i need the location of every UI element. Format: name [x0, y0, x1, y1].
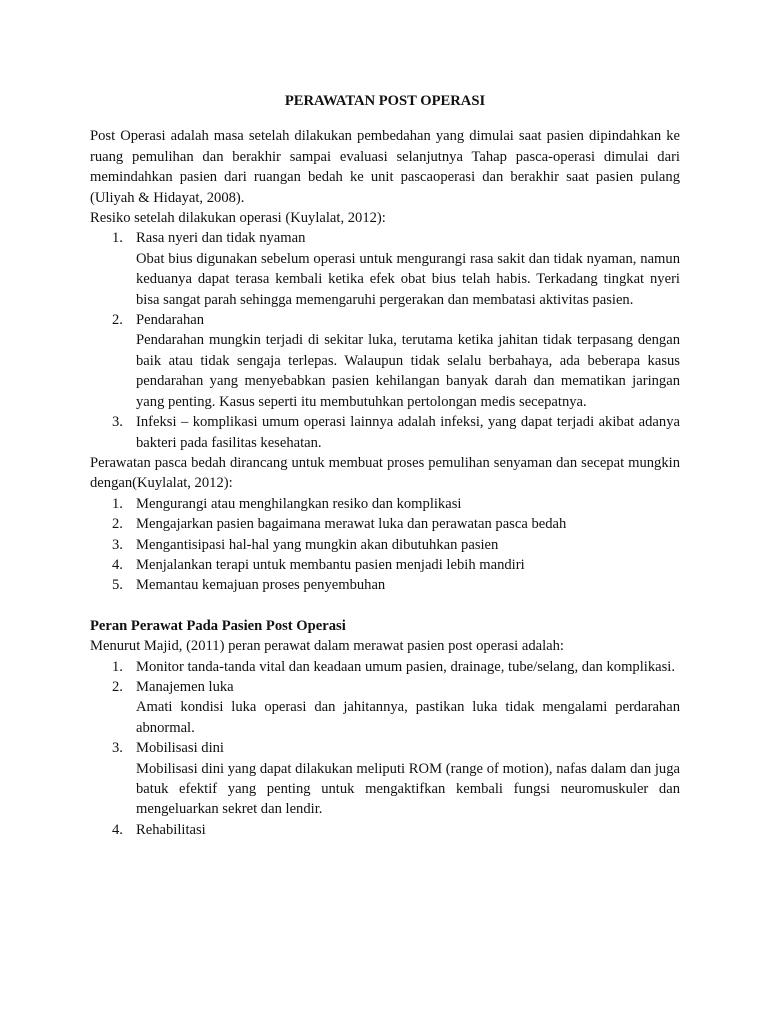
care-item: [90, 575, 680, 595]
care-text: Mengurangi atau menghilangkan resiko dan komplikasi: [136, 495, 462, 512]
care-item: [90, 514, 680, 534]
role-title: Manajemen luka: [136, 678, 234, 695]
care-text: Menjalankan terapi untuk membantu pasien menjadi lebih mandiri: [136, 556, 525, 573]
risk-title: Pendarahan: [136, 312, 205, 329]
risk-item: [90, 310, 680, 412]
role-number: 2.: [112, 678, 123, 695]
role-title: Mobilisasi dini: [136, 740, 224, 757]
risk-number: 3.: [112, 414, 123, 431]
care-list: [90, 494, 680, 596]
role-number: 1.: [112, 658, 123, 675]
risk-description: Obat bius digunakan sebelum operasi untuk mengurangi rasa sakit dan tidak nyaman, namun keduanya dapat terasa kembali ketika efek obat bius telah habis. Terkadang tingkat nyeri bisa sangat parah sehingga memengaruhi pergerakan dan membatasi aktivitas pasien.: [136, 250, 680, 308]
role-item: [90, 657, 680, 677]
care-intro: Perawatan pasca bedah dirancang untuk membuat proses pemulihan senyaman dan secepat mungkin dengan(Kuylalat, 2012):: [90, 454, 680, 492]
role-item: [90, 820, 680, 840]
document-page: [90, 91, 680, 840]
role-number: 3.: [112, 740, 123, 757]
role-title: Rehabilitasi: [136, 821, 206, 838]
role-intro: Menurut Majid, (2011) peran perawat dalam merawat pasien post operasi adalah:: [90, 638, 564, 655]
care-item: [90, 555, 680, 575]
role-item: [90, 738, 680, 820]
risks-list: [90, 228, 680, 452]
role-description: Mobilisasi dini yang dapat dilakukan meliputi ROM (range of motion), nafas dalam dan juga batuk efektif yang penting untuk mengaktifkan kembali fungsi neuromuskuler dan mengeluarkan sekret dan lendir.: [136, 760, 680, 818]
risk-number: 2.: [112, 312, 123, 329]
risk-item: [90, 412, 680, 453]
care-text: Mengajarkan pasien bagaimana merawat luka dan perawatan pasca bedah: [136, 516, 567, 533]
risk-description: Pendarahan mungkin terjadi di sekitar luka, terutama ketika jahitan tidak terpasang dengan baik atau tidak sengaja terlepas. Walaupun tidak selalu berbahaya, ada beberapa kasus pendarahan yang menyebabkan pasien kehilangan banyak darah dan mematikan jaringan yang penting. Kasus seperti itu membutuhkan pertolongan medis secepatnya.: [136, 332, 680, 410]
care-item: [90, 494, 680, 514]
care-number: 4.: [112, 556, 123, 573]
care-number: 3.: [112, 536, 123, 553]
care-number: 5.: [112, 577, 123, 594]
risk-title: Rasa nyeri dan tidak nyaman: [136, 230, 306, 247]
risks-intro: Resiko setelah dilakukan operasi (Kuylalat, 2012):: [90, 210, 386, 227]
intro-paragraph: Post Operasi adalah masa setelah dilakukan pembedahan yang dimulai saat pasien dipindahkan ke ruang pemulihan dan berakhir sampai evaluasi selanjutnya Tahap pasca-operasi dimulai dari memindahkan pasien dari ruangan bedah ke unit pascaoperasi dan berakhir saat pasien pulang (Uliyah & Hidayat, 2008).: [90, 128, 680, 206]
risk-number: 1.: [112, 230, 123, 247]
role-title: Monitor tanda-tanda vital dan keadaan umum pasien, drainage, tube/selang, dan komplikasi.: [136, 658, 675, 675]
role-number: 4.: [112, 821, 123, 838]
care-text: Memantau kemajuan proses penyembuhan: [136, 577, 386, 594]
risk-item: [90, 228, 680, 310]
role-description: Amati kondisi luka operasi dan jahitannya, pastikan luka tidak mengalami perdarahan abnormal.: [136, 699, 680, 736]
care-text: Mengantisipasi hal-hal yang mungkin akan dibutuhkan pasien: [136, 536, 499, 553]
care-number: 1.: [112, 495, 123, 512]
care-number: 2.: [112, 516, 123, 533]
roles-list: [90, 657, 680, 841]
care-item: [90, 535, 680, 555]
role-item: [90, 677, 680, 738]
section-heading: Peran Perawat Pada Pasien Post Operasi: [90, 617, 346, 634]
document-title: PERAWATAN POST OPERASI: [284, 93, 486, 109]
risk-title: Infeksi – komplikasi umum operasi lainnya adalah infeksi, yang dapat terjadi akibat adanya bakteri pada fasilitas kesehatan.: [136, 414, 680, 451]
